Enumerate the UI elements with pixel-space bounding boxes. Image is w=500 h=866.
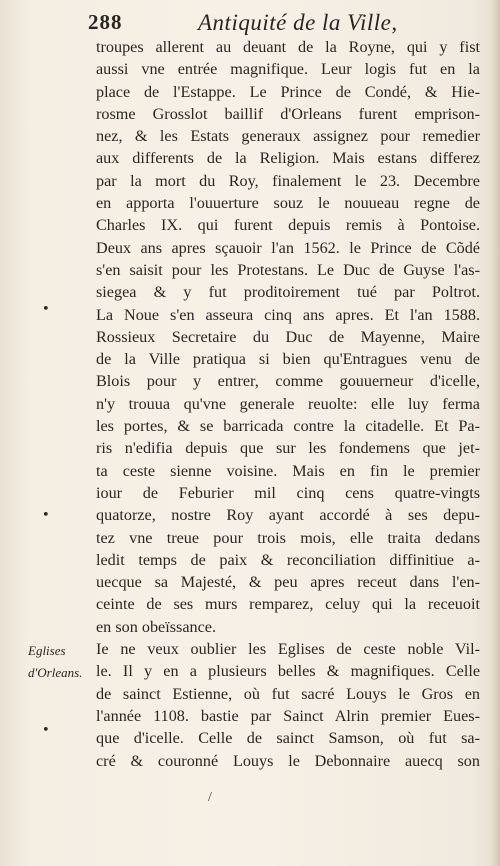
margin-note (28, 640, 82, 684)
text-line: tez vne treue pour trois mois, elle traita dedans (96, 528, 480, 547)
text-line: iour de Feburier mil cinq cens quatre-vingts (96, 483, 480, 502)
text-line: n'y trouua qu'vne generale reuolte: elle luy ferma (96, 394, 480, 413)
text-line: aux differents de la Religion. Mais estans differez (96, 149, 480, 168)
body-text (96, 36, 480, 772)
text-line: s'en saisit pour les Protestans. Le Duc de Guyse l'as- (96, 260, 480, 279)
bottom-mark: / (208, 790, 212, 805)
text-line: aussi vne entrée magnifique. Leur logis fut en la (96, 60, 480, 79)
text-line: en son obeïssance. (96, 617, 217, 636)
text-line: place de l'Estappe. Le Prince de Condé, & Hie- (96, 82, 480, 101)
text-line: Ie ne veux oublier les Eglises de ceste noble Vil- (96, 640, 480, 659)
text-line: le. Il y en a plusieurs belles & magnifiques. Celle (96, 662, 480, 681)
text-line: La Noue s'en asseura cinq ans apres. Et l'an 1588. (96, 305, 480, 324)
text-line: les portes, & se barricada contre la citadelle. Et Pa- (96, 417, 480, 436)
margin-note-line: d'Orleans. (28, 665, 83, 680)
text-line: ledit temps de paix & reconciliation diffinitiue a- (96, 550, 480, 569)
margin-note-line: Eglises (28, 643, 66, 658)
text-line: quatorze, nostre Roy ayant accordé à ses depu- (96, 506, 480, 525)
text-line: ta ceste sienne voisine. Mais en fin le premier (96, 461, 480, 480)
text-line: de sainct Estienne, où fut sacré Louys le Gros en (96, 684, 480, 703)
text-line: rosme Grosslot baillif d'Orleans furent emprison- (96, 104, 480, 123)
margin-bullet-mark: • (42, 723, 50, 738)
text-line: Deux ans apres sçauoir l'an 1562. le Prince de Cõdé (96, 238, 480, 257)
margin-bullet-mark: • (42, 508, 50, 523)
text-line: en apporta l'ouuerture souz le nouueau regne de (96, 194, 480, 213)
text-line: siegea & y fut proditoirement tué par Poltrot. (96, 283, 480, 302)
text-line: Blois pour y entrer, comme gouuerneur d'icelle, (96, 372, 480, 391)
running-title: Antiquité de la Ville, (198, 10, 398, 35)
text-line: cré & couronné Louys le Debonnaire auecq son (96, 751, 480, 770)
text-line: troupes allerent au deuant de la Royne, qui y fist (96, 38, 480, 56)
text-line: ris n'edifia depuis que sur les fondemens que jet- (96, 439, 480, 458)
page-number: 288 (88, 10, 123, 34)
text-line: par la mort du Roy, finalement le 23. Decembre (96, 171, 480, 190)
text-line: Charles IX. qui furent depuis remis à Pontoise. (96, 216, 480, 235)
text-line: Rossieux Secretaire du Duc de Mayenne, Maire (96, 327, 480, 346)
text-line: nez, & les Estats generaux assignez pour remedier (96, 127, 480, 146)
text-line: de la Ville pratiqua si bien qu'Entragues venu de (96, 350, 480, 369)
page-edge-shadow (490, 0, 500, 866)
text-line: ceinte de ses murs remparez, celuy qui la receuoit (96, 595, 480, 614)
text-line: que d'icelle. Celle de sainct Samson, où fut sa- (96, 729, 480, 748)
text-line: uecque sa Majesté, & peu apres receut dans l'en- (96, 573, 480, 592)
margin-bullet-mark: • (42, 302, 50, 317)
text-line: l'année 1108. bastie par Sainct Alrin premier Eues- (96, 706, 480, 725)
